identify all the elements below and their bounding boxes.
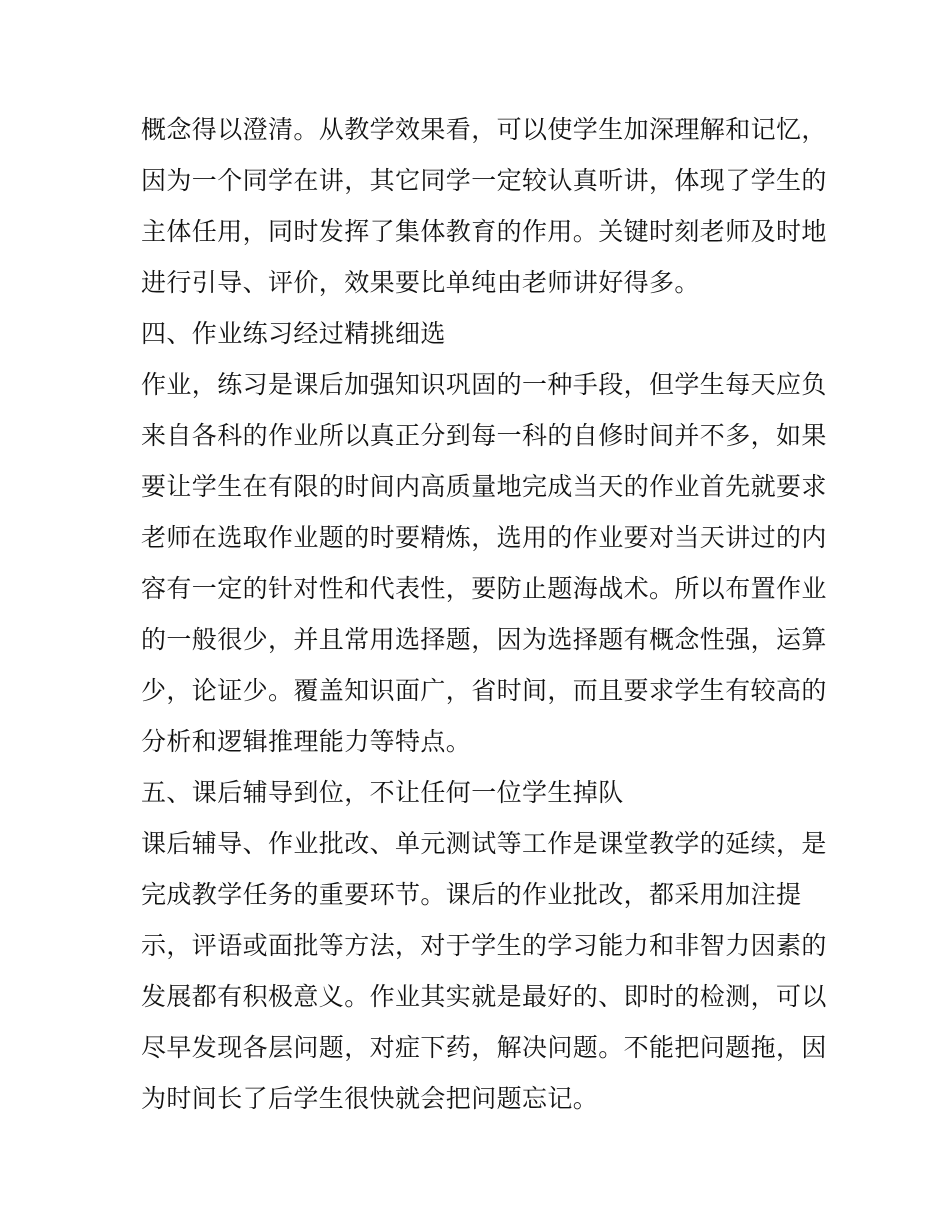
text-line: 发展都有积极意义。作业其实就是最好的、即时的检测，可以: [141, 982, 827, 1011]
text-line: 完成教学任务的重要环节。课后的作业批改，都采用加注提: [141, 880, 802, 909]
text-line: 概念得以澄清。从教学效果看，可以使学生加深理解和记忆，: [141, 115, 827, 144]
text-line: 容有一定的针对性和代表性，要防止题海战术。所以布置作业: [141, 574, 827, 603]
text-line: 课后辅导、作业批改、单元测试等工作是课堂教学的延续，是: [141, 829, 827, 858]
text-line: 示，评语或面批等方法，对于学生的学习能力和非智力因素的: [141, 931, 827, 960]
text-line: 为时间长了后学生很快就会把问题忘记。: [141, 1084, 599, 1113]
document-body: [141, 104, 827, 1124]
text-line: 进行引导、评价，效果要比单纯由老师讲好得多。: [141, 268, 700, 297]
text-line: 要让学生在有限的时间内高质量地完成当天的作业首先就要求: [141, 472, 827, 501]
text-line: 来自各科的作业所以真正分到每一科的自修时间并不多，如果: [141, 421, 827, 450]
text-line: 老师在选取作业题的时要精炼，选用的作业要对当天讲过的内: [141, 523, 827, 552]
text-line: 的一般很少，并且常用选择题，因为选择题有概念性强，运算: [141, 625, 827, 654]
text-line: 作业，练习是课后加强知识巩固的一种手段，但学生每天应负: [141, 370, 827, 399]
text-line: 分析和逻辑推理能力等特点。: [141, 727, 472, 756]
section-heading: 四、作业练习经过精挑细选: [141, 319, 446, 348]
section-heading: 五、课后辅导到位，不让任何一位学生掉队: [141, 778, 624, 807]
text-line: 少，论证少。覆盖知识面广，省时间，而且要求学生有较高的: [141, 676, 827, 705]
text-line: 因为一个同学在讲，其它同学一定较认真听讲，体现了学生的: [141, 166, 827, 195]
text-line: 尽早发现各层问题，对症下药，解决问题。不能把问题拖，因: [141, 1033, 827, 1062]
text-line: 主体任用，同时发挥了集体教育的作用。关键时刻老师及时地: [141, 217, 827, 246]
